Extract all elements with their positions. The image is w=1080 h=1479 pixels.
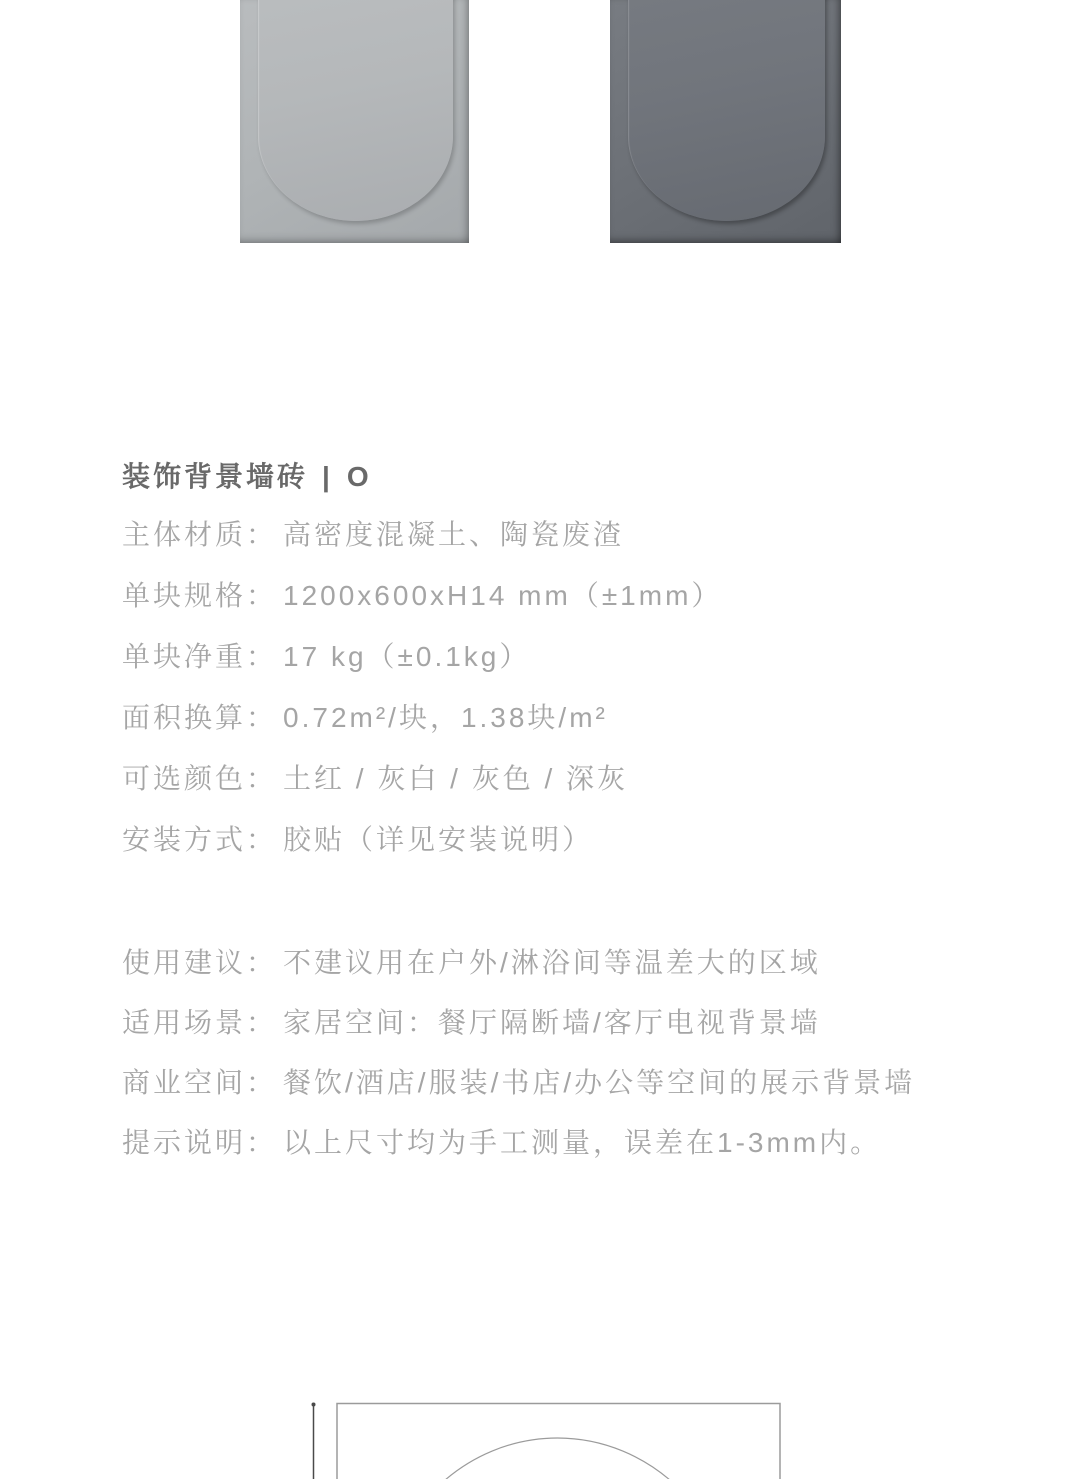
tile-embossed-oval <box>258 0 453 221</box>
spec-row-material <box>122 520 624 550</box>
usage-row-advice <box>122 948 821 978</box>
usage-row-commercial-scene <box>122 1068 915 1098</box>
spec-row-area <box>122 703 608 733</box>
usage-value: 家居空间：餐厅隔断墙/客厅电视背景墙 <box>283 1007 821 1038</box>
usage-value: 不建议用在户外/淋浴间等温差大的区域 <box>283 947 821 978</box>
usage-row-note <box>122 1128 881 1158</box>
spec-label: 面积换算： <box>122 702 278 733</box>
spec-label: 可选颜色： <box>122 763 278 794</box>
spec-row-colors <box>122 764 628 794</box>
spec-row-size <box>122 581 722 611</box>
spec-value: 1200x600xH14 mm（±1mm） <box>283 580 723 611</box>
spec-row-install <box>122 825 593 855</box>
spec-value: 17 kg（±0.1kg） <box>283 641 531 672</box>
spec-label: 单块规格： <box>122 580 278 611</box>
title-separator: | <box>322 461 333 492</box>
spec-row-weight <box>122 642 530 672</box>
usage-row-home-scene <box>122 1008 821 1038</box>
tile-embossed-oval <box>628 0 825 221</box>
product-name: 装饰背景墙砖 <box>122 461 309 492</box>
tile-photo-dark-gray <box>610 0 841 243</box>
inset-oval-outline <box>380 1438 735 1479</box>
tile-photo-light-gray <box>240 0 469 243</box>
page-title <box>122 462 372 492</box>
spec-value: 0.72m²/块，1.38块/m² <box>283 702 608 733</box>
spec-label: 主体材质： <box>122 519 278 550</box>
usage-label: 商业空间： <box>122 1067 278 1098</box>
spec-label: 安装方式： <box>122 824 278 855</box>
spec-value: 高密度混凝土、陶瓷废渣 <box>283 519 625 550</box>
tile-outline <box>337 1404 780 1479</box>
spec-label: 单块净重： <box>122 641 278 672</box>
usage-label: 提示说明： <box>122 1127 278 1158</box>
tile-plan-diagram <box>0 1400 1080 1479</box>
spec-value: 土红 / 灰白 / 灰色 / 深灰 <box>283 763 629 794</box>
usage-value: 以上尺寸均为手工测量，误差在1-3mm内。 <box>283 1127 882 1158</box>
model-name: O <box>346 461 372 492</box>
usage-label: 使用建议： <box>122 947 278 978</box>
usage-value: 餐饮/酒店/服装/书店/办公等空间的展示背景墙 <box>283 1067 916 1098</box>
usage-label: 适用场景： <box>122 1007 278 1038</box>
spec-value: 胶贴（详见安装说明） <box>283 824 594 855</box>
